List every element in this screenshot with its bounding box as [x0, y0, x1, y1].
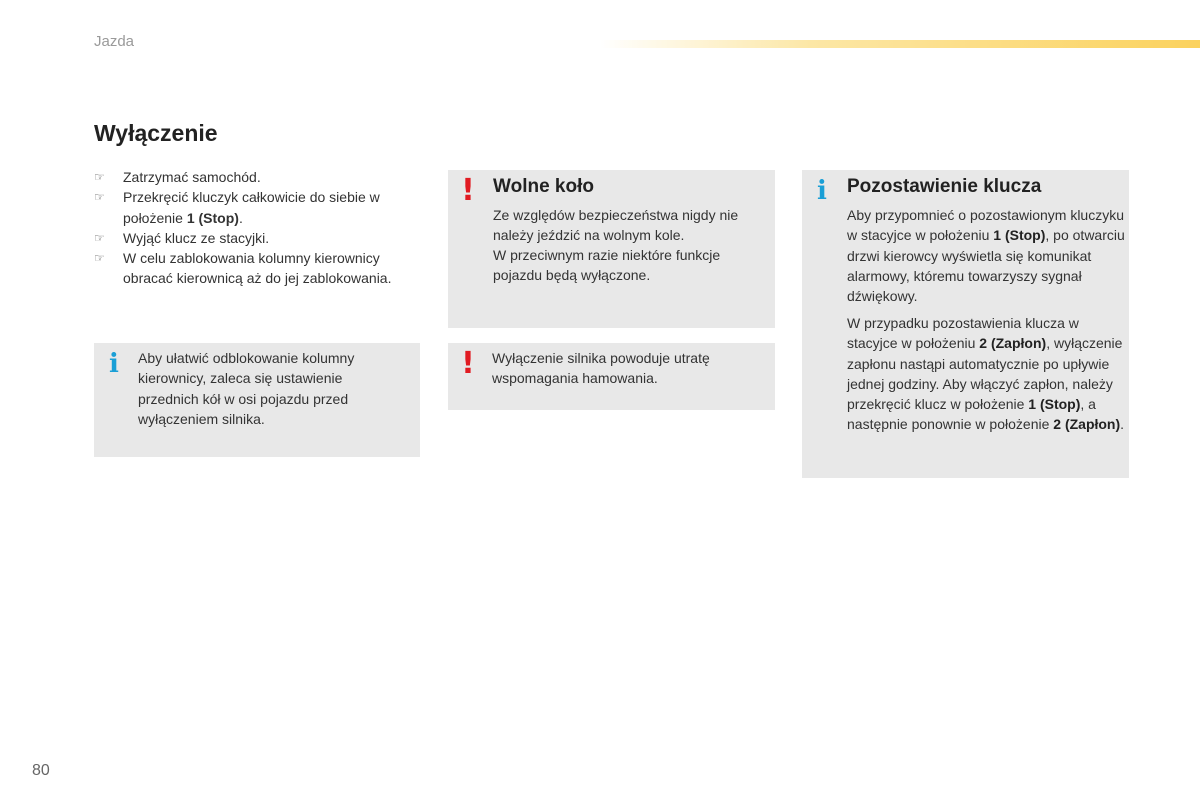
step-text-bold: 1 (Stop): [186, 209, 239, 226]
info-paragraph-1: Aby przypomnieć o pozostawionym kluczyku w stacyjce w położeniu 1 (Stop), po otwarciu drzwi kierowcy wyświetla się komunikat alarmowy, któremu towarzyszy sygnał dźwiękowy.: [847, 207, 1125, 305]
warning-icon: !: [461, 346, 475, 381]
step-text: Przekręcić kluczyk całkowicie do siebie w położenie: [123, 189, 380, 226]
step-text: Wyjąć klucz ze stacyjki.: [123, 229, 270, 246]
warning-text: Wyłączenie silnika powoduje utratę wspomagania hamowania.: [492, 350, 710, 387]
step-text-end: .: [238, 209, 243, 226]
info-note-steering: [94, 343, 420, 457]
info-paragraph-2: W przypadku pozostawienia klucza w stacyjce w położeniu 2 (Zapłon), wyłączenie zapłonu nastąpi automatycznie po upływie jednej godziny. Aby włączyć zapłon, należy przekręcić klucz w położenie 1 (Stop), a następnie ponownie w położenie 2 (Zapłon).: [847, 315, 1125, 433]
info-title: Pozostawienie klucza: [847, 176, 1042, 197]
list-item: [94, 167, 424, 187]
info-icon: i: [109, 349, 119, 379]
warning-braking: [448, 343, 775, 410]
page-number: 80: [32, 762, 50, 779]
list-item: [94, 228, 424, 248]
info-note-text: Aby ułatwić odblokowanie kolumny kierownicy, zaleca się ustawienie przednich kół w osi pojazdu przed wyłączeniem silnika.: [138, 350, 355, 427]
page-title: Wyłączenie: [94, 120, 218, 146]
warning-paragraph: Ze względów bezpieczeństwa nigdy nie należy jeździć na wolnym kole.: [493, 207, 739, 244]
header-stripe: [600, 40, 1200, 48]
info-icon: i: [817, 176, 827, 206]
warning-free-wheel: [448, 170, 775, 328]
info-key-left: [802, 170, 1129, 478]
hand-pointer-icon: ☞: [94, 190, 105, 205]
warning-title: Wolne koło: [493, 176, 594, 197]
list-item: [94, 248, 424, 289]
hand-pointer-icon: ☞: [94, 251, 105, 266]
step-text: W celu zablokowania kolumny kierownicy obracać kierownicą aż do jej zablokowania.: [123, 250, 392, 287]
hand-pointer-icon: ☞: [94, 230, 105, 245]
hand-pointer-icon: ☞: [94, 170, 105, 184]
list-item: [94, 187, 424, 228]
header-section-label: Jazda: [94, 33, 135, 50]
warning-icon: !: [461, 173, 475, 208]
shutdown-steps-list: [94, 167, 424, 289]
step-text: Zatrzymać samochód.: [123, 169, 261, 185]
warning-paragraph: W przeciwnym razie niektóre funkcje pojazdu będą wyłączone.: [493, 247, 721, 284]
